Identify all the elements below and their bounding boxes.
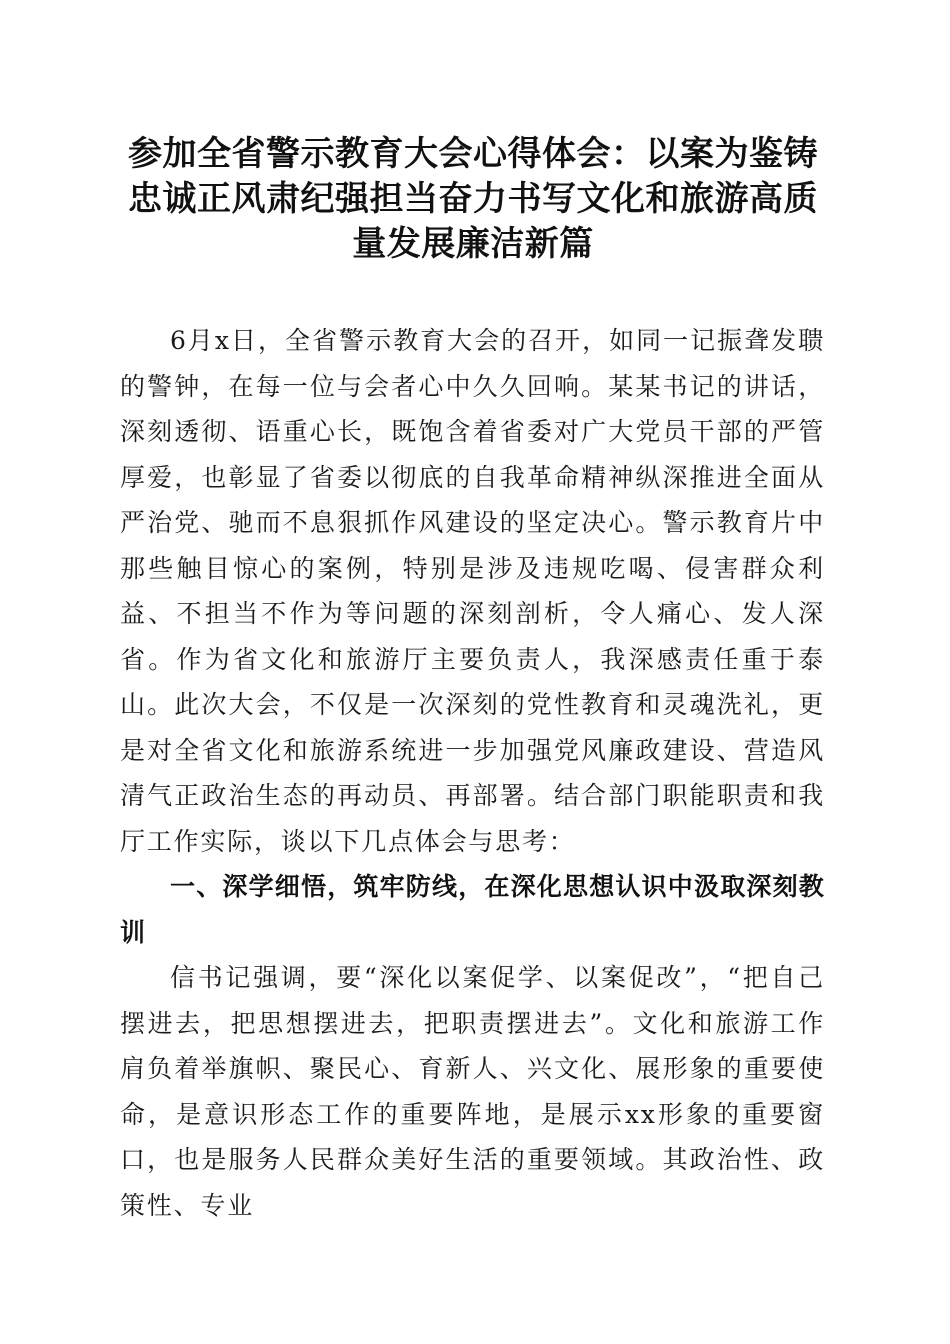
- section-paragraph: 信书记强调，要“深化以案促学、以案促改”，“把自己摆进去，把思想摆进去，把职责摆进去”。文化和旅游工作肩负着举旗帜、聚民心、育新人、兴文化、展形象的重要使命，是意识形态工作的重要阵地，是展示xx形象的重要窗口，也是服务人民群众美好生活的重要领域。其政治性、政策性、专业: [120, 963, 825, 1220]
- document-body: [120, 318, 825, 1228]
- document-title: 参加全省警示教育大会心得体会：以案为鉴铸忠诚正风肃纪强担当奋力书写文化和旅游高质量发展廉洁新篇: [128, 134, 818, 264]
- section-heading: 一、深学细悟，筑牢防线，在深化思想认识中汲取深刻教训: [120, 872, 826, 947]
- intro-paragraph: 6月x日，全省警示教育大会的召开，如同一记振聋发聩的警钟，在每一位与会者心中久久回响。某某书记的讲话，深刻透彻、语重心长，既饱含着省委对广大党员干部的严管厚爱，也彰显了省委以彻底的自我革命精神纵深推进全面从严治党、驰而不息狠抓作风建设的坚定决心。警示教育片中那些触目惊心的案例，特别是涉及违规吃喝、侵害群众利益、不担当不作为等问题的深刻剖析，令人痛心、发人深省。作为省文化和旅游厅主要负责人，我深感责任重于泰山。此次大会，不仅是一次深刻的党性教育和灵魂洗礼，更是对全省文化和旅游系统进一步加强党风廉政建设、营造风清气正政治生态的再动员、再部署。结合部门职能职责和我厅工作实际，谈以下几点体会与思考：: [120, 326, 825, 856]
